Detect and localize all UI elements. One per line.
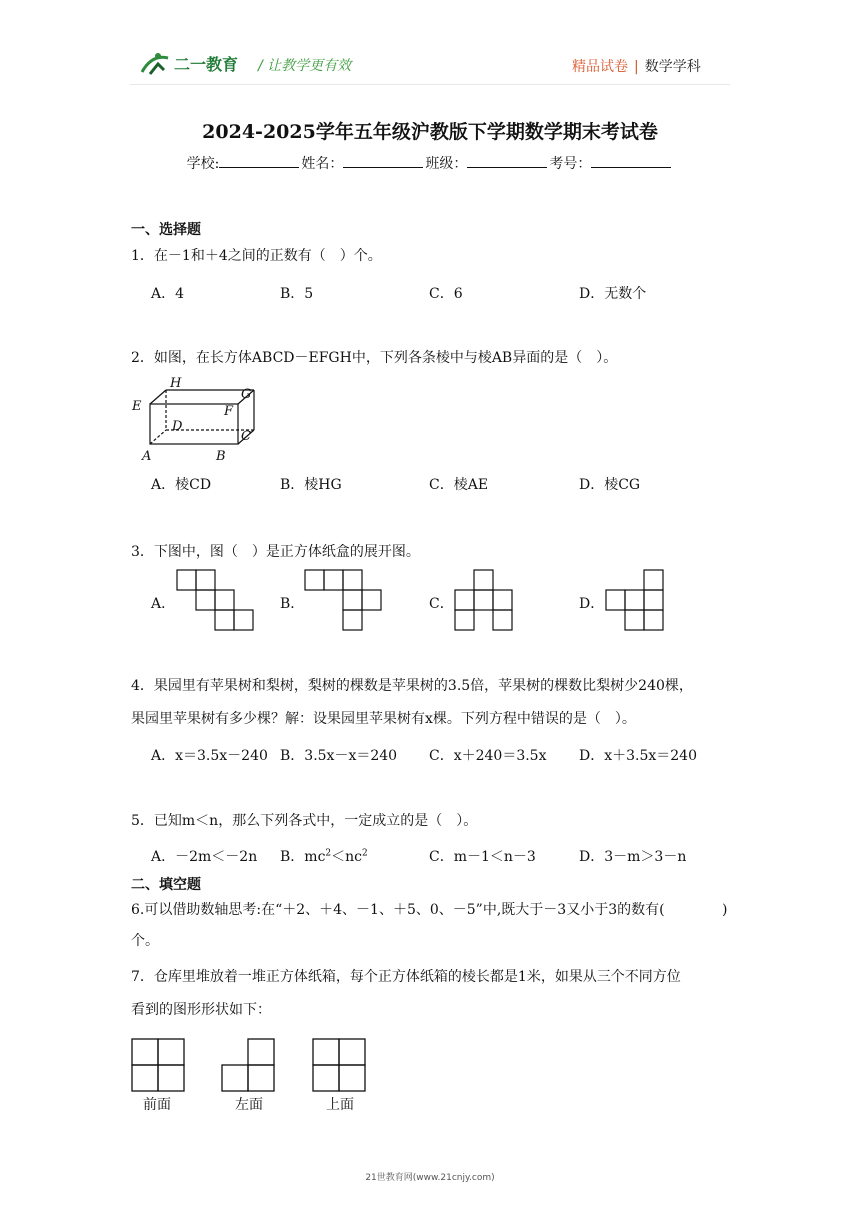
q1-option-d[interactable]: D．无数个 (579, 286, 647, 302)
class-blank[interactable] (467, 154, 547, 168)
left-view-figure (221, 1038, 277, 1092)
q3-option-b[interactable]: B． (280, 596, 305, 612)
q1-stem: 1．在－1和＋4之间的正数有（ ）个。 (131, 248, 382, 264)
header-right (572, 56, 701, 76)
left-view-caption: 左面 (235, 1097, 263, 1113)
school-label: 学校: (186, 156, 220, 172)
q5-option-c[interactable]: C．m－1＜n－3 (429, 849, 536, 865)
page-footer: 21世教育网(www.21cnjy.com) (365, 1173, 495, 1183)
net-c-figure (454, 569, 516, 631)
slogan: / 让教学更有效 (258, 58, 352, 74)
q5-option-b[interactable]: B．$mc^2<nc^2$ (280, 848, 368, 865)
q6-stem-close: ) (722, 902, 728, 918)
number-blank[interactable] (591, 154, 671, 168)
header-subject: 数学学科 (644, 59, 701, 75)
label-d: D (172, 419, 183, 434)
name-blank[interactable] (343, 154, 423, 168)
q3-option-c[interactable]: C． (429, 596, 454, 612)
exam-title: 2024-2025学年五年级沪教版下学期数学期末考试卷 (202, 121, 658, 143)
section-fill-title: 二、填空题 (131, 877, 201, 893)
header-divider (130, 84, 730, 85)
class-label: 班级： (425, 156, 468, 172)
q4-stem-line2: 果园里苹果树有多少棵？解：设果园里苹果树有x棵。下列方程中错误的是（ ）。 (131, 711, 636, 727)
q3-stem: 3．下图中，图（ ）是正方体纸盒的展开图。 (131, 544, 420, 560)
q1-option-c[interactable]: C．6 (429, 286, 463, 302)
q2-option-d[interactable]: D．棱CG (579, 477, 641, 493)
section-choice-title: 一、选择题 (131, 222, 201, 238)
net-a-figure (176, 569, 256, 631)
top-view-caption: 上面 (326, 1097, 354, 1113)
q7-stem-line1: 7．仓库里堆放着一堆正方体纸箱，每个正方体纸箱的棱长都是1米，如果从三个不同方位 (131, 969, 681, 985)
label-e: E (132, 399, 142, 414)
q1-option-b[interactable]: B．5 (280, 286, 314, 302)
label-c: C (241, 429, 251, 444)
label-a: A (142, 449, 152, 464)
top-view-figure (312, 1038, 368, 1092)
q3-option-d[interactable]: D． (579, 596, 605, 612)
q6-stem-line2: 个。 (131, 933, 159, 949)
label-h: H (170, 376, 182, 391)
q2-option-c[interactable]: C．棱AE (429, 477, 489, 493)
label-f: F (224, 404, 234, 419)
q4-option-c[interactable]: C．x＋240＝3.5x (429, 748, 547, 764)
label-b: B (216, 449, 226, 464)
q6-stem-line1: 6.可以借助数轴思考:在“＋2、＋4、－1、＋5、0、－5”中,既大于－3又小于3的数有( (131, 902, 665, 918)
number-label: 考号： (549, 156, 592, 172)
logo-text: 二一教育 (174, 55, 239, 74)
q4-stem-line1: 4．果园里有苹果树和梨树，梨树的棵数是苹果树的3.5倍，苹果树的棵数比梨树少240棵， (131, 678, 693, 694)
front-view-figure (131, 1038, 187, 1092)
q4-option-b[interactable]: B．3.5x－x＝240 (280, 748, 398, 764)
label-g: G (241, 387, 252, 402)
header-label: 精品试卷 (572, 59, 628, 75)
q5-option-a[interactable]: A．－2m＜－2n (151, 849, 258, 865)
q4-option-a[interactable]: A．x＝3.5x－240 (151, 748, 268, 764)
school-blank[interactable] (219, 154, 299, 168)
net-d-figure (605, 569, 667, 631)
student-info (0, 153, 860, 173)
q2-option-b[interactable]: B．棱HG (280, 477, 342, 493)
q7-stem-line2: 看到的图形形状如下： (131, 1002, 271, 1018)
q2-option-a[interactable]: A．棱CD (151, 477, 212, 493)
net-b-figure (304, 569, 384, 631)
cuboid-figure (128, 374, 258, 466)
q5-option-d[interactable]: D．3－m＞3－n (579, 849, 687, 865)
header-separator: | (634, 59, 639, 75)
logo (138, 48, 253, 80)
front-view-caption: 前面 (143, 1097, 171, 1113)
q1-option-a[interactable]: A．4 (151, 286, 185, 302)
q5-stem: 5．已知m＜n，那么下列各式中，一定成立的是（ ）。 (131, 813, 478, 829)
q4-option-d[interactable]: D．x＋3.5x＝240 (579, 748, 698, 764)
name-label: 姓名： (301, 156, 344, 172)
q2-stem: 2．如图，在长方体ABCD－EFGH中，下列各条棱中与棱AB异面的是（ ）。 (131, 350, 618, 366)
q3-option-a[interactable]: A． (151, 596, 176, 612)
